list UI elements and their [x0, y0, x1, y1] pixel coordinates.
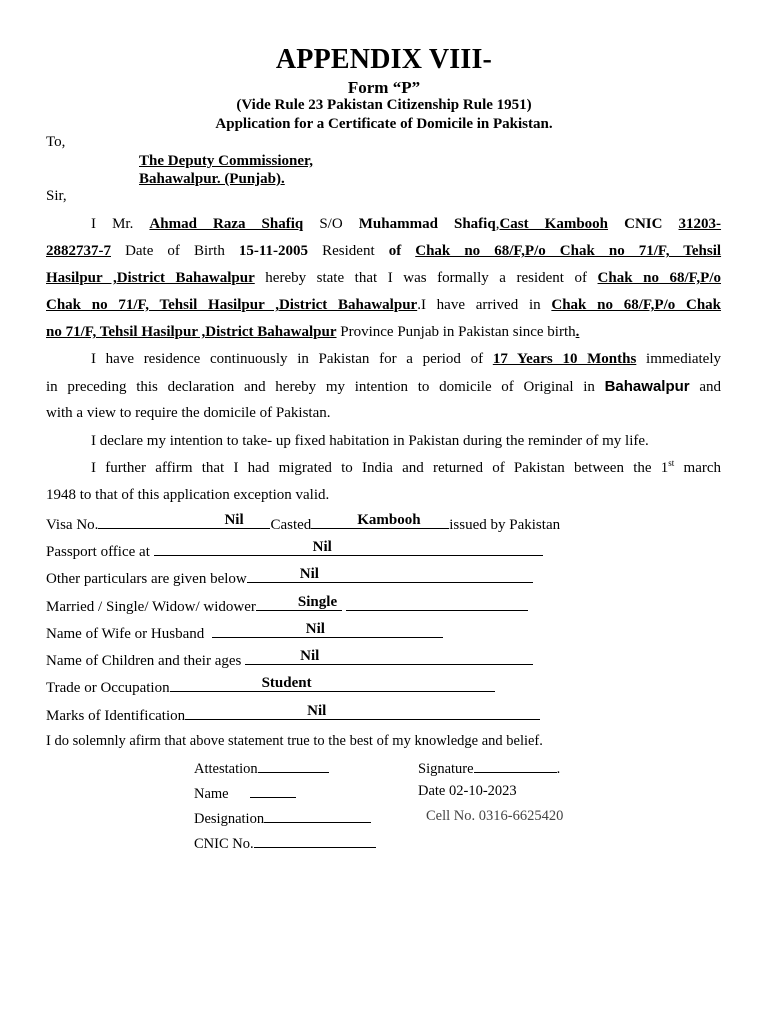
children-row: Name of Children and their ages Nil: [46, 650, 533, 670]
arrival-address-b: no 71/F, Tehsil Hasilpur ,District Bahawalpur: [46, 324, 337, 340]
former-address-a: Chak no 68/F,P/o: [597, 270, 722, 286]
rule-reference: (Vide Rule 23 Pakistan Citizenship Rule 1951): [236, 97, 532, 113]
designation-field: [264, 808, 371, 823]
name-row: Name: [194, 783, 296, 803]
spouse-field: Nil: [212, 623, 443, 638]
marital-status-field: Single: [256, 596, 342, 611]
affirmation: I do solemnly afirm that above statement true to the best of my knowledge and belief.: [46, 733, 543, 749]
cnic-part-1: 31203-: [678, 216, 722, 232]
visa-row: Visa No. Nil Casted Kambooh issued by Pakistan: [46, 512, 561, 533]
casted-field: Kambooh: [311, 514, 449, 529]
residence-address-b: Hasilpur ,District Bahawalpur: [46, 270, 255, 286]
residence-period: 17 Years 10 Months: [492, 351, 637, 367]
arrival-address-a: Chak no 68/F,P/o Chak: [551, 297, 722, 313]
para1-line-5: no 71/F, Tehsil Hasilpur ,District Bahawalpur Province Punjab in Pakistan since birth.: [46, 324, 580, 340]
children-field: Nil: [245, 650, 533, 665]
para1-line-3: Hasilpur ,District Bahawalpur hereby state that I was formally a resident of Chak no 68/F,P/o: [46, 270, 722, 286]
attestation-field: [258, 758, 329, 773]
para2-line-2: in preceding this declaration and hereby my intention to domicile of Original in Bahawalpur and: [46, 378, 722, 395]
to-label: To,: [46, 134, 66, 150]
para1-line-1: I Mr. Ahmad Raza Shafiq S/O Muhammad Shafiq,Cast Kambooh CNIC 31203-: [91, 216, 722, 232]
identification-marks-field: Nil: [185, 705, 540, 720]
para4-line-2: 1948 to that of this application exception valid.: [46, 487, 330, 503]
application-subject: Application for a Certificate of Domicile in Pakistan.: [215, 116, 553, 132]
para2-line-1: I have residence continuously in Pakistan for a period of 17 Years 10 Months immediately: [91, 351, 722, 367]
occupation-field: Student: [170, 677, 495, 692]
occupation-row: Trade or Occupation Student: [46, 677, 495, 697]
para1-line-2: 2882737-7 Date of Birth 15-11-2005 Resident of Chak no 68/F,P/o Chak no 71/F, Tehsil: [46, 243, 722, 259]
marital-status-row: Married / Single/ Widow/ widower Single: [46, 596, 528, 616]
para2-line-3: with a view to require the domicile of Pakistan.: [46, 405, 331, 421]
form-name: Form “P”: [347, 78, 421, 97]
passport-field: Nil: [154, 541, 543, 556]
signature-field: [474, 758, 557, 773]
cell-number: Cell No. 0316-6625420: [426, 808, 564, 824]
father-name: Muhammad Shafiq: [358, 216, 496, 232]
marital-status-extra-line: [346, 596, 528, 611]
name-field: [250, 783, 296, 798]
visa-field: Nil: [98, 514, 270, 529]
residence-address-a: Chak no 68/F,P/o Chak no 71/F, Tehsil: [415, 243, 722, 259]
signature-row: Signature .: [418, 758, 560, 778]
recipient-line-2: Bahawalpur. (Punjab).: [139, 171, 285, 187]
cnic-row: CNIC No.: [194, 833, 376, 853]
para3: I declare my intention to take- up fixed habitation in Pakistan during the reminder of my life.: [91, 433, 649, 449]
identification-marks-row: Marks of Identification Nil: [46, 705, 540, 725]
cnic-field: [254, 833, 376, 848]
spouse-row: Name of Wife or Husband Nil: [46, 623, 443, 643]
other-particulars-row: Other particulars are given below Nil: [46, 568, 533, 588]
date: Date 02-10-2023: [418, 783, 517, 799]
passport-row: Passport office at Nil: [46, 541, 543, 561]
designation-row: Designation: [194, 808, 371, 828]
date-of-birth: 15-11-2005: [238, 243, 309, 259]
former-address-b: Chak no 71/F, Tehsil Hasilpur ,District Bahawalpur: [46, 297, 418, 313]
recipient-line-1: The Deputy Commissioner,: [139, 153, 314, 169]
para4-line-1: I further affirm that I had migrated to India and returned of Pakistan between the 1st march: [91, 458, 722, 476]
salutation: Sir,: [46, 188, 67, 204]
appendix-title: APPENDIX VIII-: [275, 44, 493, 75]
attestation-row: Attestation: [194, 758, 329, 778]
caste: Cast Kambooh: [499, 216, 609, 232]
other-particulars-field: Nil: [247, 568, 533, 583]
domicile-city: Bahawalpur: [604, 378, 690, 395]
para1-line-4: Chak no 71/F, Tehsil Hasilpur ,District Bahawalpur.I have arrived in Chak no 68/F,P/o Chak: [46, 297, 722, 313]
cnic-part-2: 2882737-7: [46, 243, 111, 259]
applicant-name: Ahmad Raza Shafiq: [149, 216, 304, 232]
